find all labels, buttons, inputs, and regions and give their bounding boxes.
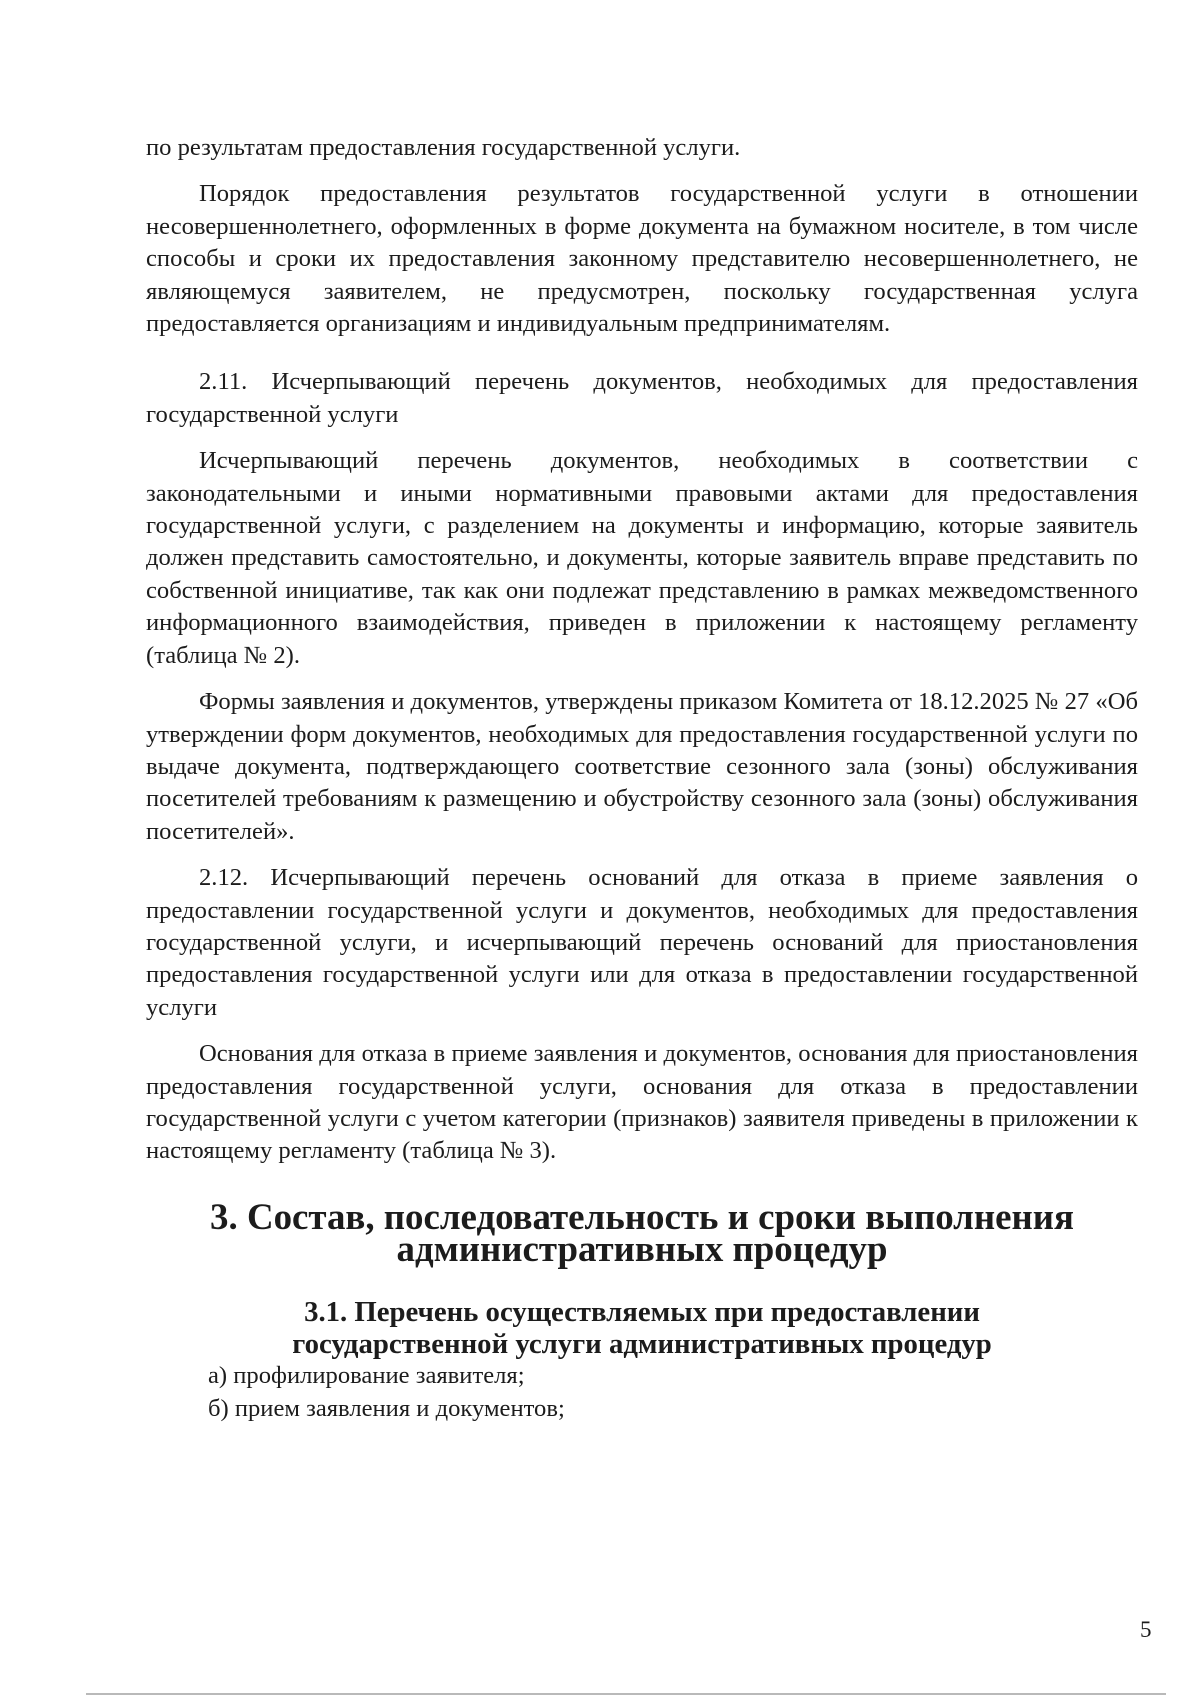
continuation-text: по результатам предоставления государственной услуги. <box>146 134 741 161</box>
section-2-12-body: Основания для отказа в приеме заявления и документов, основания для приостановления предоставления государственной услуги, основания для отказа в предоставлении государственной услуги с учетом категории (признаков) заявителя приведены в приложении к настоящему регламенту (таблица № 3). <box>146 1040 1138 1165</box>
paragraph-forms-approval: Формы заявления и документов, утверждены приказом Комитета от 18.12.2025 № 27 «Об утверждении форм документов, необходимых для предоставления государственной услуги по выдаче документа, подтверждающего соответствие сезонного зала (зоны) обслуживания посетителей требованиям к размещению и обустройству сезонного зала (зоны) обслуживания посетителей». <box>146 688 1138 845</box>
section-3-heading <box>146 1195 1138 1270</box>
procedure-item-a: а) профилирование заявителя; <box>208 1362 525 1390</box>
section-3-1-heading <box>146 1296 1138 1361</box>
section-2-12-title: 2.12. Исчерпывающий перечень оснований для отказа в приеме заявления о предоставлении государственной услуги и документов, необходимых для предоставления государственной услуги, и исчерпывающий перечень оснований для приостановления предоставления государственной услуги или для отказа в предоставлении государственной услуги <box>146 864 1138 1021</box>
section-3-heading-line2: административных процедур <box>396 1228 888 1270</box>
procedure-item-b: б) прием заявления и документов; <box>208 1394 565 1422</box>
section-2-11-title: 2.11. Исчерпывающий перечень документов, необходимых для предоставления государственной услуги <box>146 368 1138 428</box>
document-body <box>146 132 1138 1425</box>
section-3-1-heading-line1: 3.1. Перечень осуществляемых при предоставлении <box>304 1295 980 1328</box>
paragraph-minor-results: Порядок предоставления результатов государственной услуги в отношении несовершеннолетнего, оформленных в форме документа на бумажном носителе, в том числе способы и сроки их предоставления законному представителю несовершеннолетнего, не являющемуся заявителем, не предусмотрен, поскольку государственная услуга предоставляется организациям и индивидуальным предпринимателям. <box>146 180 1138 338</box>
section-2-11-body: Исчерпывающий перечень документов, необходимых в соответствии с законодательными и иными нормативными правовыми актами для предоставления государственной услуги, с разделением на документы и информацию, которые заявитель должен представить самостоятельно, и документы, которые заявитель вправе представить по собственной инициативе, так как они подлежат представлению в рамках межведомственного информационного взаимодействия, приведен в приложении к настоящему регламенту (таблица № 2). <box>146 447 1138 669</box>
page-number: 5 <box>1140 1617 1152 1642</box>
section-3-1-heading-line2: государственной услуги административных процедур <box>292 1328 992 1360</box>
section-3-heading-line1: 3. Состав, последовательность и сроки выполнения <box>210 1195 1074 1237</box>
page-bottom-rule <box>86 1693 1166 1695</box>
